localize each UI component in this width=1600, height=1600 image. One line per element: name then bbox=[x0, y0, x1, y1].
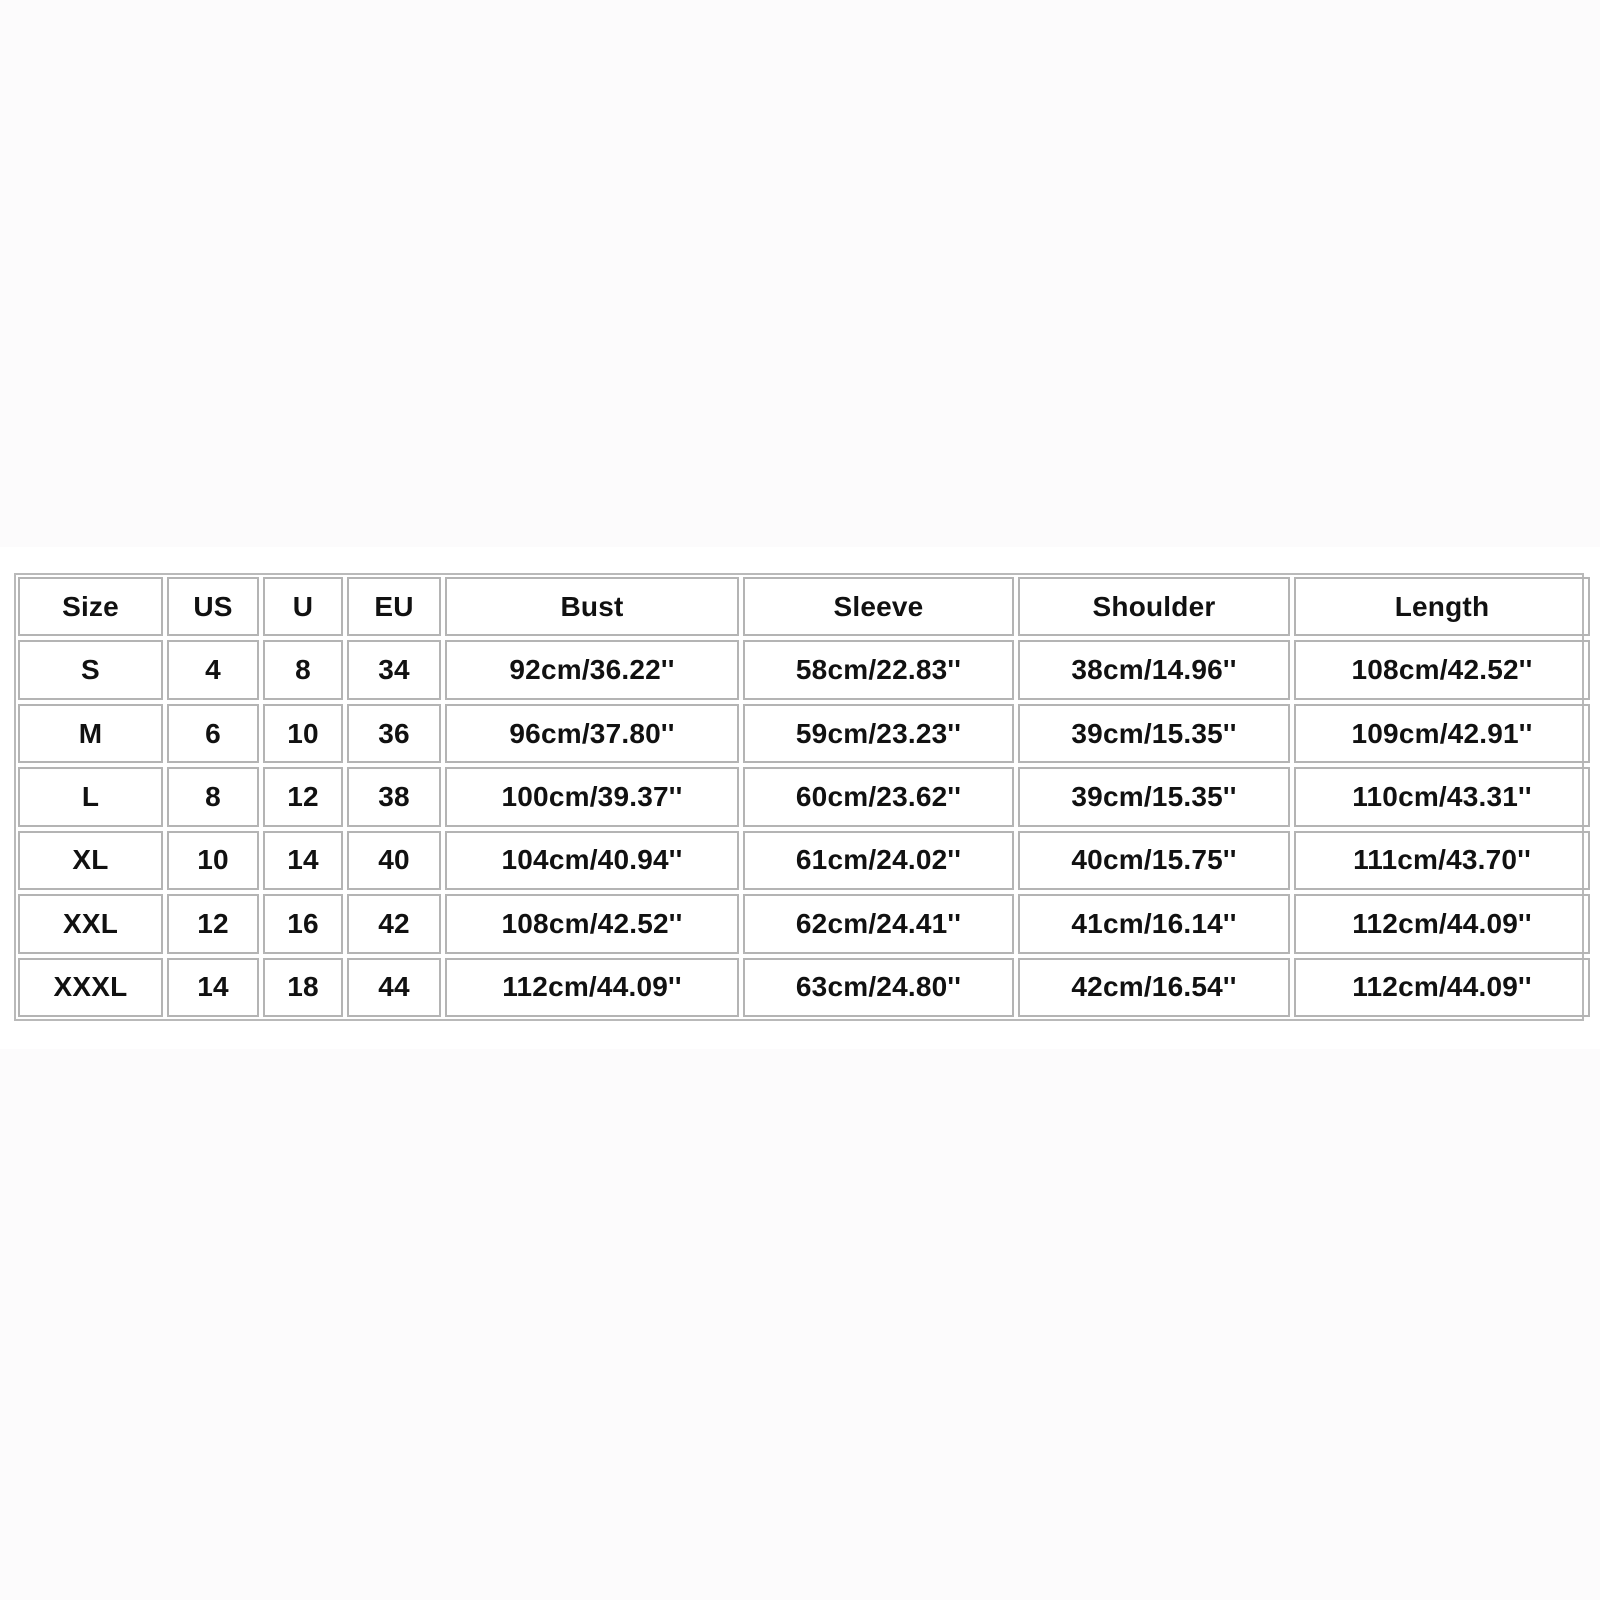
cell-length: 112cm/44.09'' bbox=[1294, 894, 1590, 953]
cell-u: 10 bbox=[263, 704, 343, 763]
cell-bust: 104cm/40.94'' bbox=[445, 831, 739, 890]
cell-sleeve: 62cm/24.41'' bbox=[743, 894, 1014, 953]
cell-size: XL bbox=[18, 831, 163, 890]
cell-sleeve: 63cm/24.80'' bbox=[743, 958, 1014, 1017]
cell-eu: 36 bbox=[347, 704, 441, 763]
cell-shoulder: 38cm/14.96'' bbox=[1018, 640, 1290, 699]
cell-sleeve: 58cm/22.83'' bbox=[743, 640, 1014, 699]
cell-size: L bbox=[18, 767, 163, 826]
cell-bust: 92cm/36.22'' bbox=[445, 640, 739, 699]
cell-size: S bbox=[18, 640, 163, 699]
header-us: US bbox=[167, 577, 259, 636]
cell-us: 12 bbox=[167, 894, 259, 953]
cell-length: 112cm/44.09'' bbox=[1294, 958, 1590, 1017]
cell-us: 14 bbox=[167, 958, 259, 1017]
header-size: Size bbox=[18, 577, 163, 636]
cell-eu: 34 bbox=[347, 640, 441, 699]
cell-sleeve: 61cm/24.02'' bbox=[743, 831, 1014, 890]
cell-shoulder: 41cm/16.14'' bbox=[1018, 894, 1290, 953]
cell-shoulder: 39cm/15.35'' bbox=[1018, 767, 1290, 826]
cell-eu: 40 bbox=[347, 831, 441, 890]
cell-shoulder: 40cm/15.75'' bbox=[1018, 831, 1290, 890]
cell-bust: 100cm/39.37'' bbox=[445, 767, 739, 826]
cell-u: 16 bbox=[263, 894, 343, 953]
cell-eu: 42 bbox=[347, 894, 441, 953]
header-length: Length bbox=[1294, 577, 1590, 636]
header-shoulder: Shoulder bbox=[1018, 577, 1290, 636]
cell-bust: 112cm/44.09'' bbox=[445, 958, 739, 1017]
cell-u: 18 bbox=[263, 958, 343, 1017]
header-bust: Bust bbox=[445, 577, 739, 636]
cell-length: 108cm/42.52'' bbox=[1294, 640, 1590, 699]
header-sleeve: Sleeve bbox=[743, 577, 1014, 636]
cell-bust: 108cm/42.52'' bbox=[445, 894, 739, 953]
cell-bust: 96cm/37.80'' bbox=[445, 704, 739, 763]
cell-length: 111cm/43.70'' bbox=[1294, 831, 1590, 890]
cell-length: 109cm/42.91'' bbox=[1294, 704, 1590, 763]
header-u: U bbox=[263, 577, 343, 636]
cell-us: 8 bbox=[167, 767, 259, 826]
size-chart-grid bbox=[18, 577, 1580, 1017]
cell-u: 12 bbox=[263, 767, 343, 826]
cell-us: 4 bbox=[167, 640, 259, 699]
cell-us: 6 bbox=[167, 704, 259, 763]
cell-size: XXL bbox=[18, 894, 163, 953]
header-eu: EU bbox=[347, 577, 441, 636]
cell-shoulder: 42cm/16.54'' bbox=[1018, 958, 1290, 1017]
cell-size: M bbox=[18, 704, 163, 763]
size-chart-table bbox=[14, 573, 1584, 1021]
cell-eu: 44 bbox=[347, 958, 441, 1017]
cell-u: 8 bbox=[263, 640, 343, 699]
cell-size: XXXL bbox=[18, 958, 163, 1017]
cell-shoulder: 39cm/15.35'' bbox=[1018, 704, 1290, 763]
cell-length: 110cm/43.31'' bbox=[1294, 767, 1590, 826]
cell-sleeve: 60cm/23.62'' bbox=[743, 767, 1014, 826]
cell-u: 14 bbox=[263, 831, 343, 890]
cell-eu: 38 bbox=[347, 767, 441, 826]
cell-sleeve: 59cm/23.23'' bbox=[743, 704, 1014, 763]
cell-us: 10 bbox=[167, 831, 259, 890]
